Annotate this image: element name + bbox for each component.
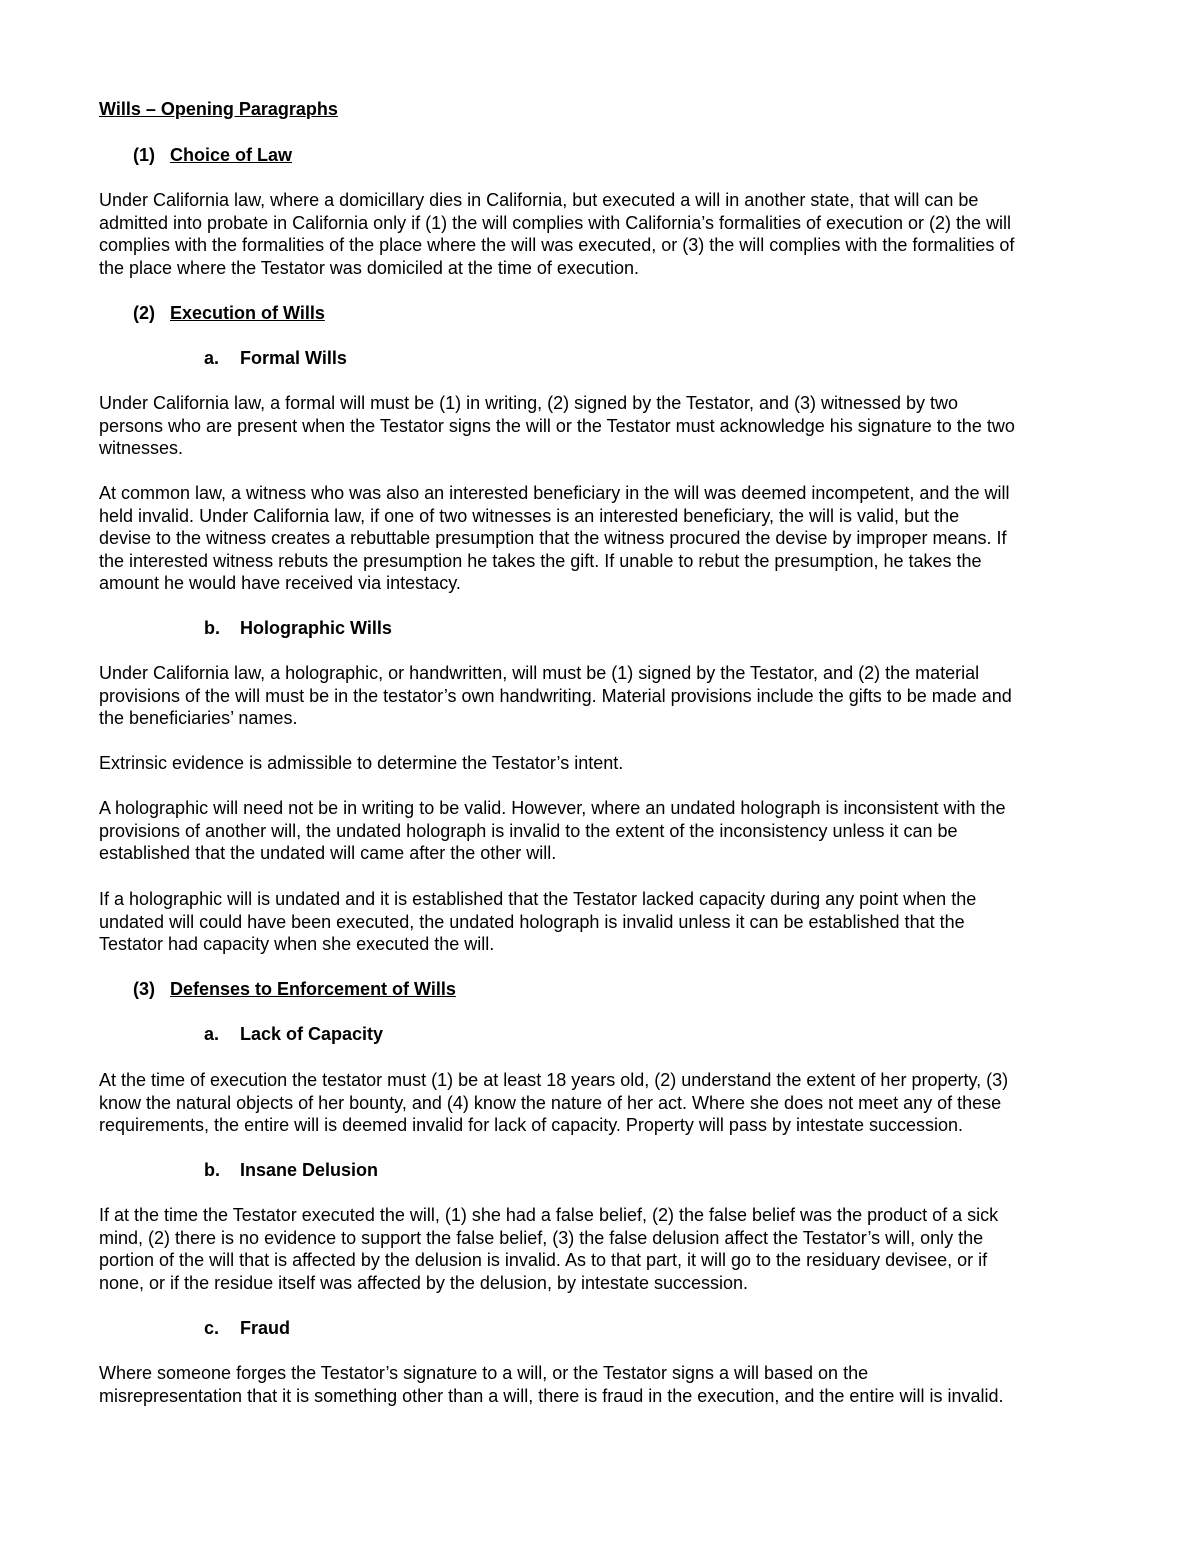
text-line: If a holographic will is undated and it is established that the Testator lacked capacity during any point when the — [99, 889, 977, 909]
text-line: the interested witness rebuts the presumption he takes the gift. If unable to rebut the presumption, he takes the — [99, 550, 982, 571]
text-line: Extrinsic evidence is admissible to determine the Testator’s intent. — [99, 753, 624, 773]
paragraph — [99, 189, 1104, 279]
subsection-letter: c. — [204, 1318, 220, 1338]
subsection-letter: b. — [204, 618, 220, 638]
page-title: Wills – Opening Paragraphs — [99, 99, 338, 119]
text-line: established that the undated will came after the other will. — [99, 843, 557, 864]
subsection-heading-fraud — [204, 1317, 290, 1340]
text-line: provisions of the will must be in the testator’s own handwriting. Material provisions include the gifts to be made and — [99, 685, 1012, 706]
paragraph — [99, 482, 1104, 595]
subsection-title: Insane Delusion — [240, 1160, 379, 1180]
text-line: provisions of another will, the undated holograph is invalid to the extent of the inconsistency unless it can be — [99, 820, 958, 841]
text-line: Under California law, a holographic, or handwritten, will must be (1) signed by the Testator, and (2) the material — [99, 663, 980, 683]
subsection-heading-insane-delusion — [204, 1159, 378, 1182]
text-line: Where someone forges the Testator’s signature to a will, or the Testator signs a will based on the — [99, 1363, 869, 1383]
section-number: (1) — [133, 145, 155, 165]
subsection-title: Fraud — [240, 1318, 291, 1338]
text-line: At the time of execution the testator must (1) be at least 18 years old, (2) understand the extent of her property, (3) — [99, 1070, 1009, 1090]
subsection-heading-formal-wills — [204, 347, 347, 370]
section-title: Execution of Wills — [170, 303, 325, 323]
subsection-heading-holographic-wills — [204, 617, 392, 640]
paragraph — [99, 1069, 1104, 1137]
paragraph — [99, 1362, 1104, 1407]
text-line: Under California law, where a domicillary dies in California, but executed a will in another state, that will can be — [99, 190, 979, 210]
text-line: requirements, the entire will is deemed invalid for lack of capacity. Property will pass by intestate succession. — [99, 1115, 964, 1136]
text-line: complies with the formalities of the place where the will was executed, or (3) the will complies with the formalities of — [99, 235, 1015, 256]
section-title: Defenses to Enforcement of Wills — [170, 979, 456, 999]
text-line: At common law, a witness who was also an interested beneficiary in the will was deemed incompetent, and the will — [99, 483, 1010, 503]
text-line: held invalid. Under California law, if one of two witnesses is an interested beneficiary, the will is valid, but the — [99, 505, 960, 526]
text-line: mind, (2) there is no evidence to support the false belief, (3) the false delusion affect the Testator’s will, only the — [99, 1227, 984, 1248]
text-line: witnesses. — [99, 438, 184, 459]
text-line: the place where the Testator was domiciled at the time of execution. — [99, 257, 639, 278]
subsection-title: Holographic Wills — [240, 618, 392, 638]
subsection-heading-lack-of-capacity — [204, 1023, 383, 1046]
paragraph — [99, 888, 1104, 956]
text-line: persons who are present when the Testator signs the will or the Testator must acknowledge his signature to the two — [99, 415, 1015, 436]
text-line: A holographic will need not be in writing to be valid. However, where an undated holograph is inconsistent with the — [99, 798, 1006, 818]
paragraph — [99, 797, 1104, 865]
subsection-title: Lack of Capacity — [240, 1024, 384, 1044]
section-title: Choice of Law — [170, 145, 293, 165]
subsection-letter: a. — [204, 1024, 220, 1044]
text-line: admitted into probate in California only if (1) the will complies with California’s formalities of execution or (2) the will — [99, 212, 1012, 233]
text-line: misrepresentation that it is something other than a will, there is fraud in the execution, and the entire will is invalid. — [99, 1385, 1004, 1406]
section-number: (2) — [133, 303, 155, 323]
section-heading-defenses — [133, 978, 456, 1001]
section-number: (3) — [133, 979, 155, 999]
section-heading-choice-of-law — [133, 144, 292, 167]
text-line: know the natural objects of her bounty, and (4) know the nature of her act. Where she does not meet any of these — [99, 1092, 1002, 1113]
text-line: the beneficiaries’ names. — [99, 708, 298, 729]
text-line: devise to the witness creates a rebuttable presumption that the witness procured the devise by improper means. If — [99, 528, 1007, 549]
paragraph — [99, 392, 1104, 460]
paragraph — [99, 1204, 1104, 1294]
text-line: portion of the will that is affected by the delusion is invalid. As to that part, it will go to the residuary devisee, or if — [99, 1250, 988, 1271]
text-line: undated will could have been executed, the undated holograph is invalid unless it can be established that the — [99, 911, 965, 932]
text-line: Under California law, a formal will must be (1) in writing, (2) signed by the Testator, and (3) witnessed by two — [99, 393, 959, 413]
text-line: Testator had capacity when she executed the will. — [99, 934, 495, 955]
subsection-title: Formal Wills — [240, 348, 347, 368]
subsection-letter: a. — [204, 348, 220, 368]
paragraph — [99, 752, 1104, 775]
text-line: none, or if the residue itself was affected by the delusion, by intestate succession. — [99, 1272, 749, 1293]
text-line: If at the time the Testator executed the will, (1) she had a false belief, (2) the false belief was the product of a sick — [99, 1205, 999, 1225]
subsection-letter: b. — [204, 1160, 220, 1180]
paragraph — [99, 662, 1104, 730]
section-heading-execution-of-wills — [133, 302, 325, 325]
text-line: amount he would have received via intestacy. — [99, 573, 461, 594]
